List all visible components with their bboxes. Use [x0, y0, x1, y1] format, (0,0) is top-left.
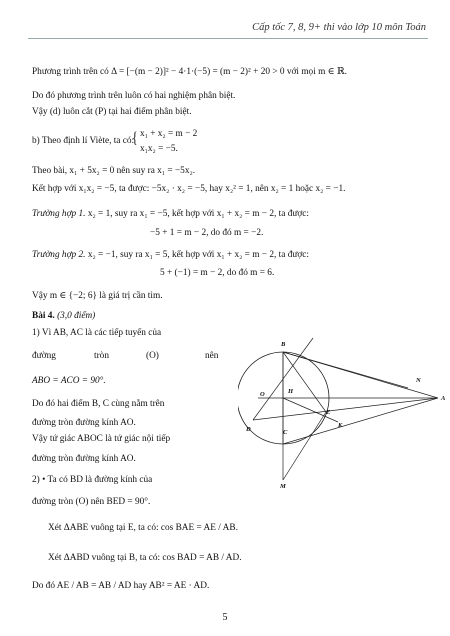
label-k: K — [338, 422, 343, 429]
geometry-figure — [238, 330, 448, 490]
case-label: Trường hợp 1. — [32, 209, 86, 219]
label-b: B — [281, 341, 286, 348]
problem-title: Bài 4. — [32, 311, 55, 321]
text-line: Xét ΔABE vuông tại E, ta có: cos BAE = AE / AB. — [48, 523, 238, 533]
text-line: Vậy m ∈ {−2; 6} là giá trị cần tìm. — [32, 291, 163, 301]
case-label: Trường hợp 2. — [32, 250, 86, 260]
text-line: Vậy (d) luôn cắt (P) tại hai điểm phân biệt. — [32, 107, 192, 117]
text-line: −5 + 1 = m − 2, do đó m = −2. — [150, 228, 264, 238]
label-a: A — [441, 395, 446, 402]
text-line: Do đó hai điểm B, C cùng nằm trên — [32, 399, 165, 409]
text-line: Phương trình trên có Δ = [−(m − 2)]² − 4·1·(−5) = (m − 2)² + 20 > 0 với mọi m ∈ ℝ. — [32, 67, 347, 77]
text-line: đường tròn đường kính AO. — [32, 418, 136, 428]
label-o: O — [260, 391, 265, 398]
text-line: đường — [32, 351, 56, 361]
label-c: C — [283, 429, 288, 436]
text-line: b) Theo định lí Viète, ta có: — [32, 136, 135, 146]
viete-eq-product: x₁x₂ = −5. — [140, 144, 178, 154]
label-e: E — [326, 409, 331, 416]
text-line: Vậy tứ giác ABOC là tứ giác nội tiếp — [32, 434, 171, 444]
page-number: 5 — [222, 612, 228, 623]
label-n: N — [416, 377, 421, 384]
page-header: Cấp tốc 7, 8, 9+ thi vào lớp 10 môn Toán — [252, 22, 426, 33]
text-line: 1) Vì AB, AC là các tiếp tuyến của — [32, 328, 162, 338]
text-line: nên — [205, 351, 219, 361]
label-h: H — [288, 388, 294, 395]
label-d: D — [246, 426, 251, 433]
text-line: Kết hợp với x₁x₂ = −5, ta được: −5x₂ · x₂ = −5, hay x₂² = 1, nên x₂ = 1 hoặc x₂ = −1. — [32, 184, 346, 194]
text-line: (O) — [146, 351, 159, 361]
text-line: Do đó AE / AB = AB / AD hay AB² = AE · AD. — [32, 581, 210, 591]
text-line: Xét ΔABD vuông tại B, ta có: cos BAD = AB / AD. — [48, 553, 242, 563]
text-line: ABO = ACO = 90°. — [32, 376, 106, 386]
text-line: Theo bài, x₁ + 5x₂ = 0 nên suy ra x₁ = −5x₂. — [32, 166, 196, 176]
text-line: x₂ = −1, suy ra x₁ = 5, kết hợp với x₁ + x₂ = m − 2, ta được: — [87, 250, 310, 260]
text-line: 2) • Ta có BD là đường kính của — [32, 475, 153, 485]
text-line: x₂ = 1, suy ra x₁ = −5, kết hợp với x₁ + x₂ = m − 2, ta được: — [87, 209, 310, 219]
brace: { — [132, 128, 138, 147]
text-line: tròn — [94, 351, 109, 361]
text-line: 5 + (−1) = m − 2, do đó m = 6. — [160, 268, 275, 278]
text-line: đường tròn (O) nên BED = 90°. — [32, 497, 151, 507]
label-m: M — [280, 483, 286, 490]
problem-points: (3,0 điểm) — [57, 311, 96, 321]
text-line: đường tròn đường kính AO. — [32, 454, 136, 464]
text-line: Do đó phương trình trên luôn có hai nghiệm phân biệt. — [32, 91, 236, 101]
header-divider — [28, 38, 428, 39]
viete-eq-sum: x₁ + x₂ = m − 2 — [140, 129, 198, 139]
